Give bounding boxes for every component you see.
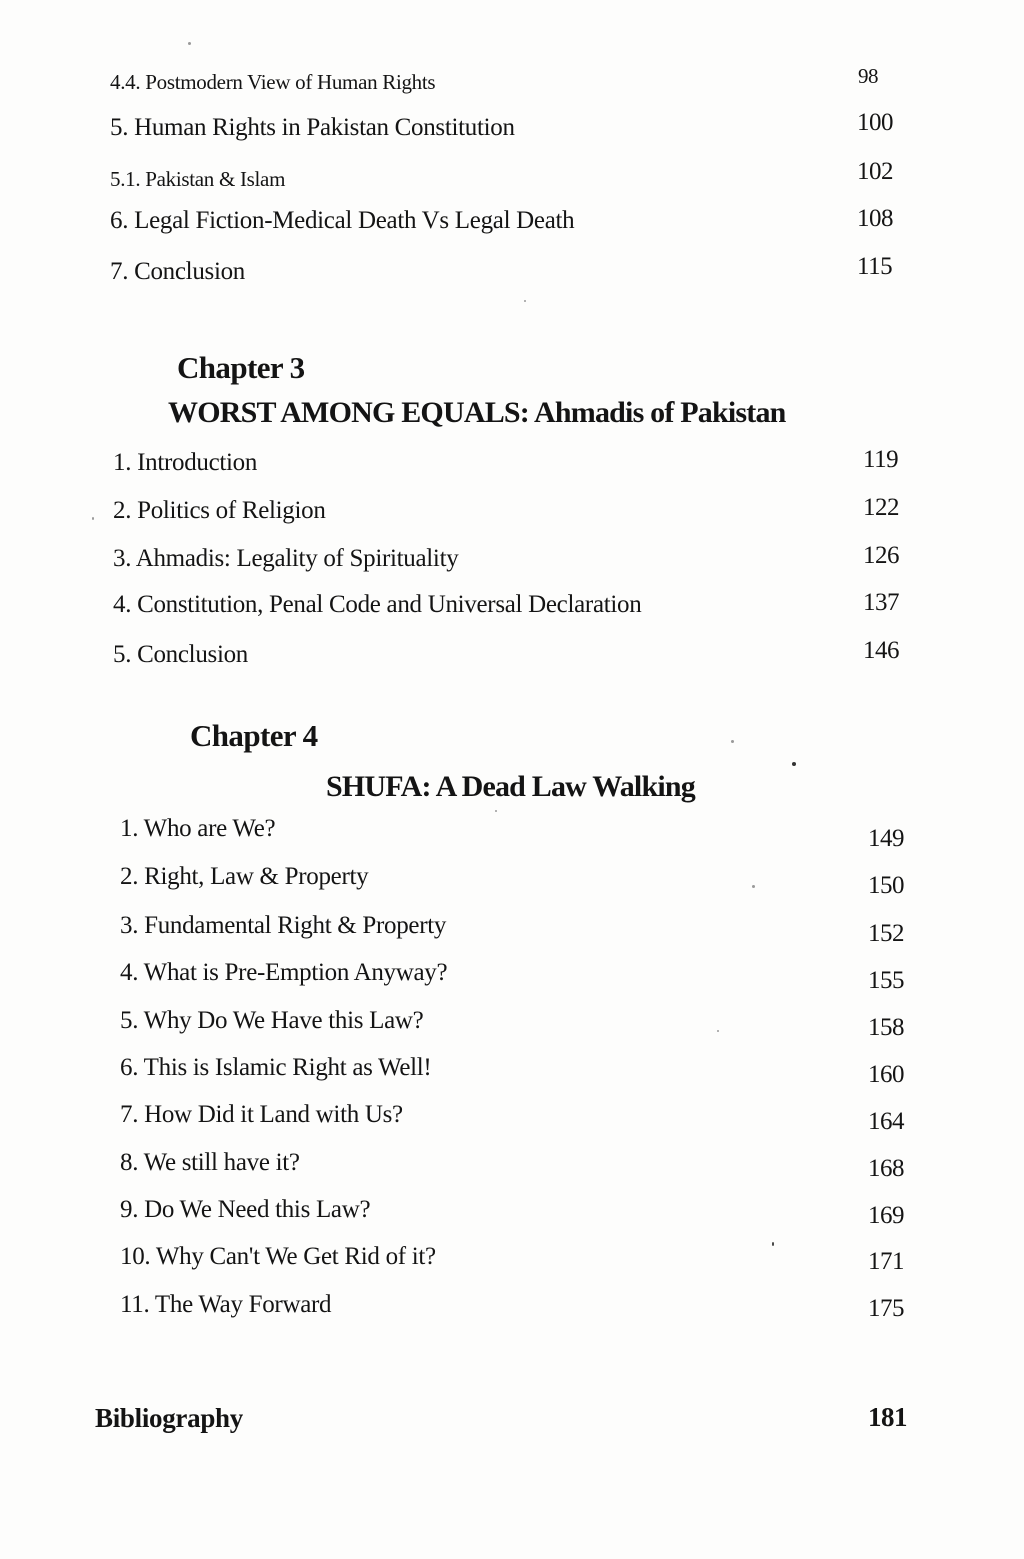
toc-entry-title: 1. Who are We?	[120, 815, 276, 842]
toc-entry-title: 10. Why Can't We Get Rid of it?	[120, 1243, 436, 1270]
toc-entry-page: 164	[868, 1108, 904, 1135]
toc-entry-title: 8. We still have it?	[120, 1149, 300, 1176]
scan-speck	[731, 740, 734, 743]
toc-entry-page: 122	[863, 494, 899, 521]
scan-speck	[792, 762, 796, 766]
toc-entry-page: 168	[868, 1155, 904, 1182]
toc-entry-title: 7. Conclusion	[110, 258, 245, 285]
bibliography-page: 181	[868, 1402, 907, 1432]
scan-speck	[92, 517, 94, 520]
toc-entry-title: 4. What is Pre-Emption Anyway?	[120, 959, 448, 986]
toc-entry-page: 171	[868, 1248, 904, 1275]
scan-speck	[772, 1242, 774, 1246]
toc-entry-title: 5. Conclusion	[113, 641, 248, 668]
scan-speck	[717, 1030, 719, 1032]
chapter-label: Chapter 3	[177, 350, 305, 385]
toc-entry-page: 126	[863, 542, 899, 569]
scan-speck	[524, 300, 526, 302]
toc-entry-title: 3. Fundamental Right & Property	[120, 912, 447, 939]
toc-entry-page: 175	[868, 1295, 904, 1322]
toc-entry-page: 98	[858, 64, 878, 88]
toc-entry-title: 3. Ahmadis: Legality of Spirituality	[113, 545, 459, 572]
toc-entry-title: 11. The Way Forward	[120, 1291, 332, 1318]
toc-entry-page: 155	[868, 967, 904, 994]
bibliography-title: Bibliography	[95, 1403, 243, 1433]
toc-entry-page: 146	[863, 637, 899, 664]
toc-entry-title: 2. Politics of Religion	[113, 497, 326, 524]
toc-entry-page: 150	[868, 872, 904, 899]
toc-entry-title: 5.1. Pakistan & Islam	[110, 167, 286, 191]
toc-entry-page: 152	[868, 920, 904, 947]
scan-speck	[752, 885, 755, 888]
toc-entry-page: 108	[857, 205, 893, 232]
toc-entry-page: 115	[857, 253, 893, 280]
chapter-title: WORST AMONG EQUALS: Ahmadis of Pakistan	[168, 396, 786, 429]
scan-speck	[188, 42, 191, 45]
toc-entry-title: 5. Why Do We Have this Law?	[120, 1007, 424, 1034]
toc-entry-page: 102	[857, 158, 893, 185]
toc-entry-title: 4. Constitution, Penal Code and Universal Declaration	[113, 591, 642, 618]
toc-entry-page: 119	[863, 446, 899, 473]
toc-entry-title: 6. This is Islamic Right as Well!	[120, 1054, 432, 1081]
toc-entry-title: 7. How Did it Land with Us?	[120, 1101, 403, 1128]
toc-entry-page: 158	[868, 1014, 904, 1041]
toc-entry-title: 9. Do We Need this Law?	[120, 1196, 371, 1223]
toc-entry-page: 169	[868, 1202, 904, 1229]
scan-speck	[495, 810, 497, 812]
toc-entry-page: 137	[863, 589, 899, 616]
toc-entry-title: 5. Human Rights in Pakistan Constitution	[110, 114, 515, 141]
chapter-title: SHUFA: A Dead Law Walking	[326, 770, 695, 803]
toc-entry-page: 149	[868, 825, 904, 852]
toc-entry-title: 6. Legal Fiction-Medical Death Vs Legal Death	[110, 207, 575, 234]
chapter-label: Chapter 4	[190, 718, 318, 753]
toc-entry-title: 2. Right, Law & Property	[120, 863, 369, 890]
toc-entry-title: 1. Introduction	[113, 449, 258, 476]
toc-entry-page: 100	[857, 109, 893, 136]
toc-entry-page: 160	[868, 1061, 904, 1088]
toc-entry-title: 4.4. Postmodern View of Human Rights	[110, 70, 436, 94]
